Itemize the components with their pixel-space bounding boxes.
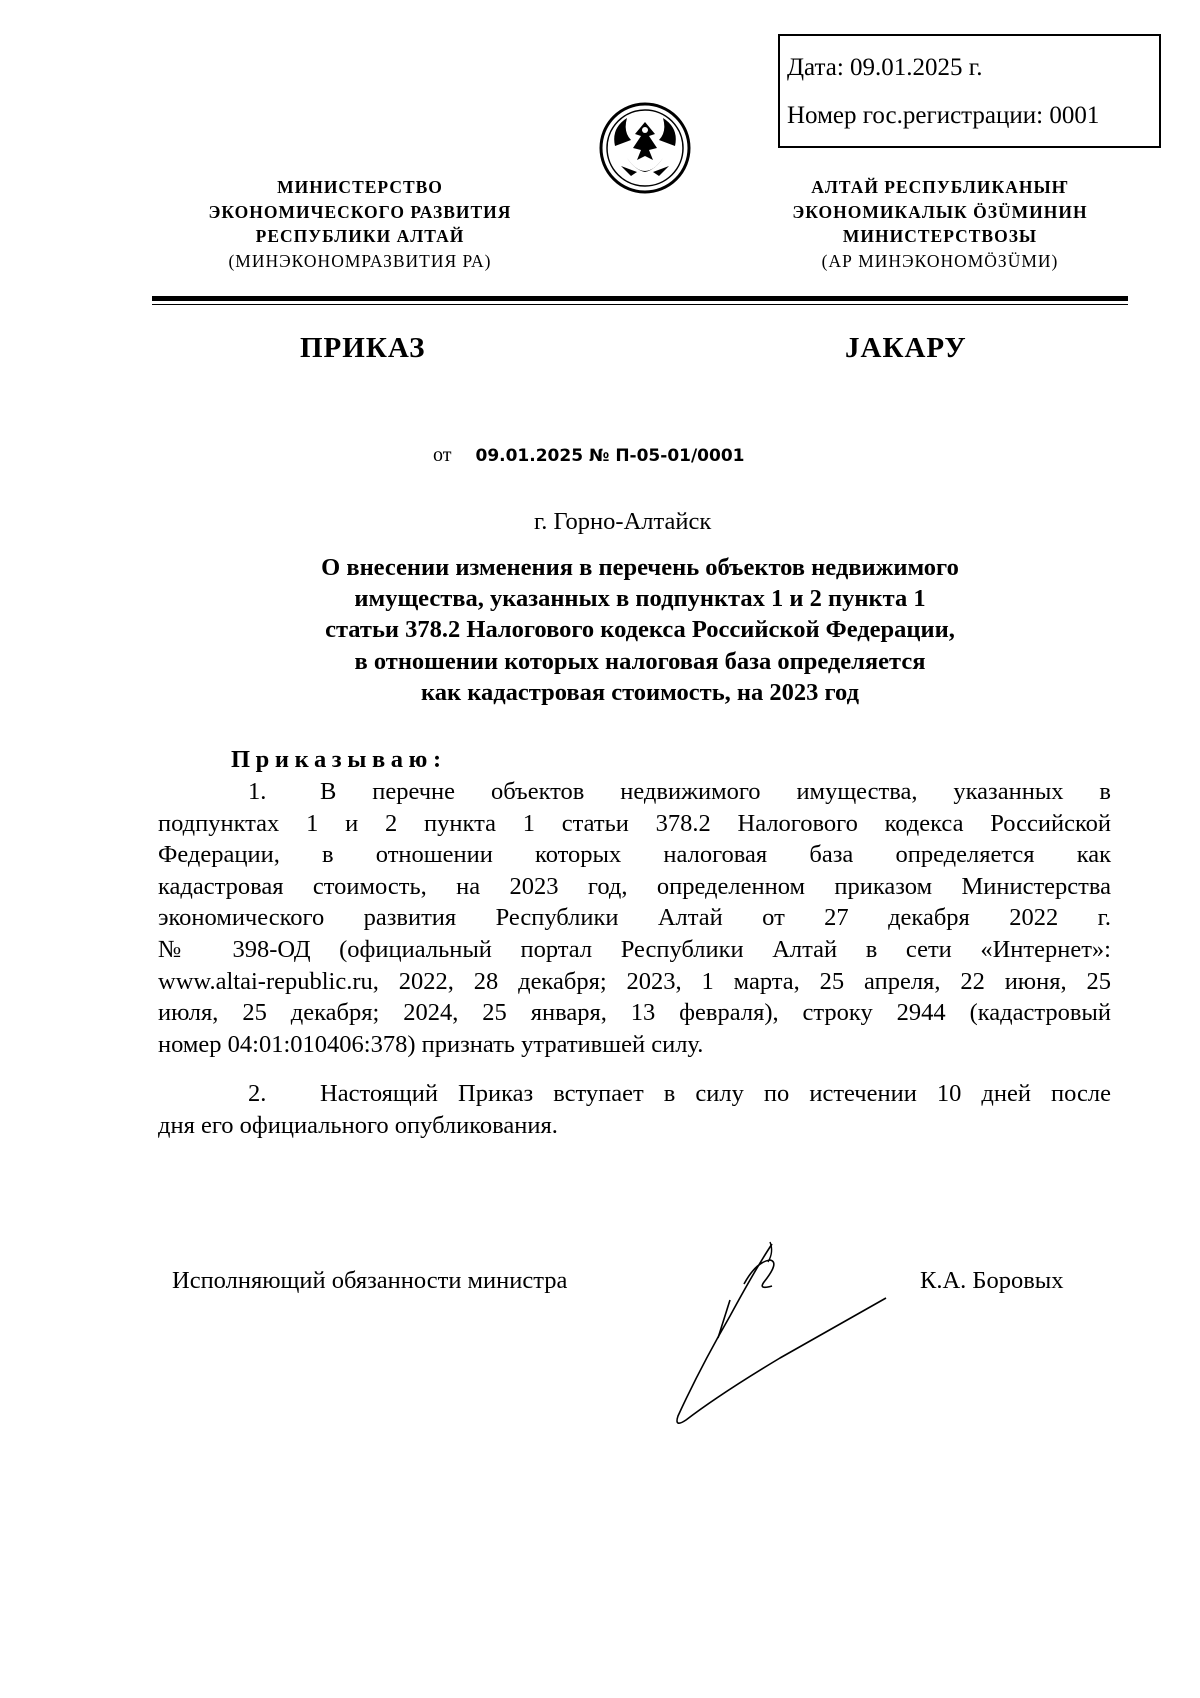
document-heading [150, 552, 1130, 708]
ministry-alt-line2: ЭКОНОМИКАЛЫК ÖЗÜМИНИН [792, 201, 1088, 222]
heading-line: О внесении изменения в перечень объектов недвижимого [321, 554, 959, 581]
ministry-alt-line1: АЛТАЙ РЕСПУБЛИКАНЫҤ [811, 177, 1069, 197]
order-item-1 [158, 776, 1111, 1060]
paragraph-line: номер 04:01:010406:378) признать утратившей силу. [158, 1030, 704, 1058]
ministry-alt-line3: МИНИСТЕРСТВОЗЫ [842, 226, 1038, 246]
handwritten-signature-icon [660, 1238, 890, 1438]
item-number: 1. [248, 778, 267, 805]
registration-date: Дата: 09.01.2025 г. [787, 54, 983, 81]
registration-box [778, 34, 1161, 148]
heading-line: статьи 378.2 Налогового кодекса Российской Федерации, [325, 616, 955, 644]
heading-line: имущества, указанных в подпунктах 1 и 2 пункта 1 [354, 585, 926, 613]
paragraph-line: июля, 25 декабря; 2024, 25 января, 13 февраля), строку 2944 (кадастровый [158, 999, 1111, 1027]
registration-number: Номер гос.регистрации: 0001 [787, 102, 1100, 129]
ministry-ru-line2: ЭКОНОМИЧЕСКОГО РАЗВИТИЯ [208, 201, 512, 222]
paragraph-line: кадастровая стоимость, на 2023 год, определенном приказом Министерства [158, 872, 1111, 900]
signer-name: К.А. Боровых [920, 1267, 1064, 1294]
order-title-altai: ЈАКАРУ [845, 332, 967, 364]
ministry-name-russian [160, 175, 560, 273]
paragraph-first-line [158, 776, 1111, 808]
paragraph-line: экономического развития Республики Алтай от 27 декабря 2022 г. [158, 904, 1111, 932]
header-divider [152, 296, 1128, 301]
item-text: В перечне объектов недвижимого имущества, указанных в [320, 778, 1111, 805]
paragraph-line: www.altai-republic.ru, 2022, 28 декабря; 2023, 1 марта, 25 апреля, 22 июня, 25 [158, 967, 1111, 995]
ministry-ru-line1: МИНИСТЕРСТВО [277, 177, 443, 197]
signer-role: Исполняющий обязанности министра [172, 1267, 568, 1294]
order-date-number [433, 444, 745, 467]
order-title-russian: ПРИКАЗ [300, 332, 426, 364]
header-divider-thin [152, 304, 1128, 305]
paragraph-line: № 398-ОД (официальный портал Республики Алтай в сети «Интернет»: [158, 935, 1111, 963]
paragraph-first-line [158, 1078, 1111, 1110]
order-date-number-value: 09.01.2025 № П-05-01/0001 [475, 446, 745, 466]
order-item-2 [158, 1078, 1111, 1141]
paragraph-line: дня его официального опубликования. [158, 1111, 558, 1139]
item-text: Настоящий Приказ вступает в силу по истечении 10 дней после [320, 1080, 1111, 1107]
coat-of-arms-icon [597, 100, 693, 196]
ministry-name-altai [740, 175, 1140, 273]
heading-line: в отношении которых налоговая база определяется [354, 647, 926, 675]
paragraph-line: подпунктах 1 и 2 пункта 1 статьи 378.2 Налогового кодекса Российской [158, 809, 1111, 837]
order-directive: Приказываю: [231, 746, 447, 773]
item-number: 2. [248, 1080, 267, 1107]
ministry-ru-line3: РЕСПУБЛИКИ АЛТАЙ [255, 226, 465, 246]
ministry-ru-abbr: (МИНЭКОНОМРАЗВИТИЯ РА) [228, 250, 492, 271]
from-label: от [433, 444, 452, 466]
paragraph-line: Федерации, в отношении которых налоговая база определяется как [158, 841, 1111, 869]
heading-line: как кадастровая стоимость, на 2023 год [421, 678, 859, 706]
ministry-alt-abbr: (АР МИНЭКОНОМÖЗÜМИ) [821, 250, 1059, 271]
city: г. Горно-Алтайск [534, 508, 712, 535]
